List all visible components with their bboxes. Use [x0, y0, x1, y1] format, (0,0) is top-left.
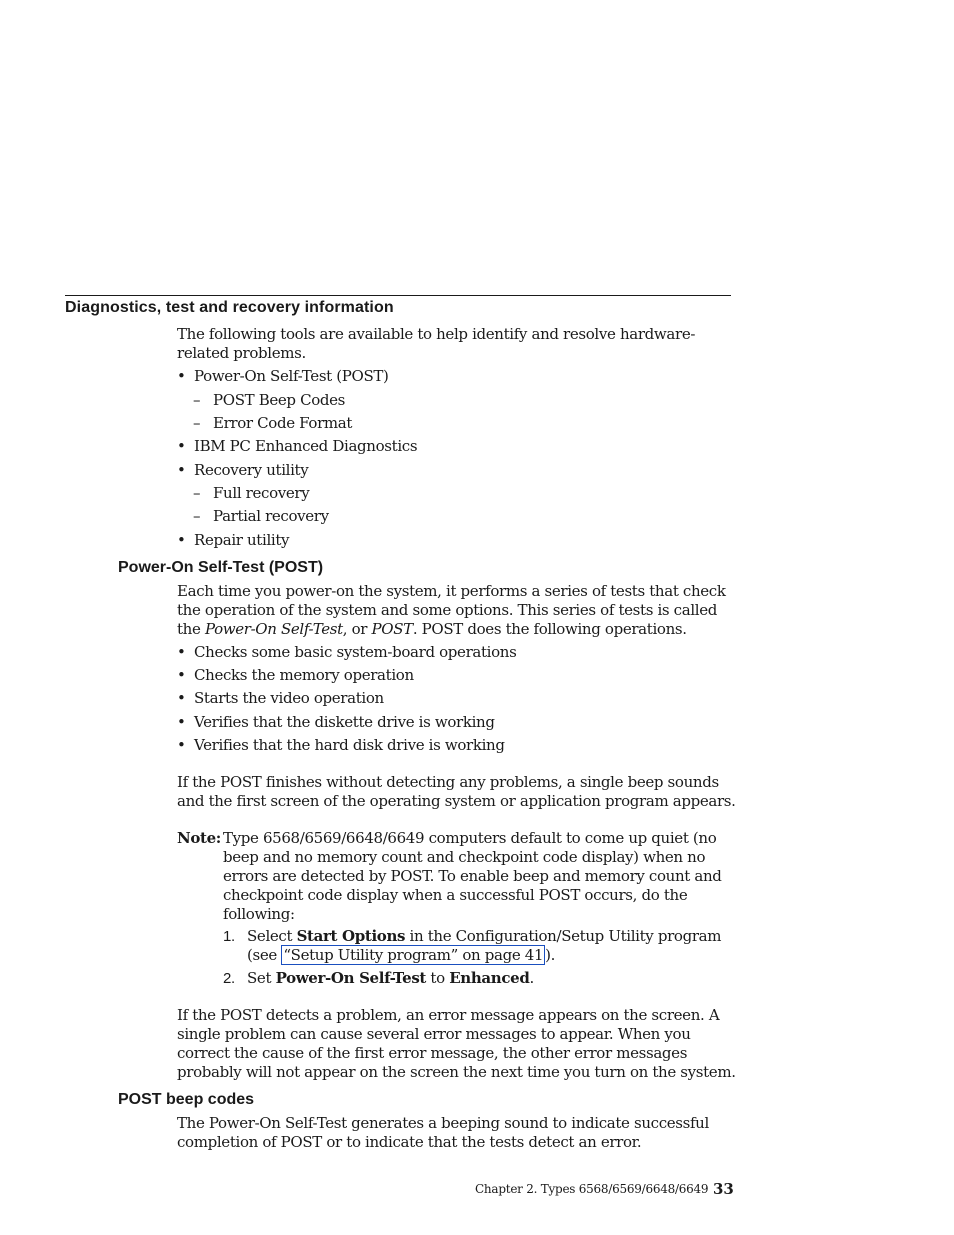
operation-item — [177, 689, 384, 708]
tool-label: Recovery utility — [194, 461, 309, 479]
bullet-icon: • — [177, 437, 186, 455]
note-body: Type 6568/6569/6648/6649 computers default to come up quiet (no beep and no memory count and checkpoint code display) when no errors are detected by POST. To enable beep and memory count and checkpoint code display when a successful POST occurs, do the following: — [223, 829, 722, 923]
dash-icon: – — [193, 414, 201, 432]
post-finish-paragraph: If the POST finishes without detecting any problems, a single beep sounds and the first screen of the operating system or application program appears. — [177, 773, 736, 810]
tool-item — [177, 367, 389, 386]
step-number: 2. — [223, 970, 235, 987]
step-text: Select Start Options in the Configuration/Setup Utility program (see “Setup Utility program” on page 41 ). — [247, 927, 722, 964]
tool-subitem — [193, 414, 352, 433]
post-heading: Power-On Self-Test (POST) — [118, 559, 324, 576]
tool-label: IBM PC Enhanced Diagnostics — [194, 437, 418, 455]
bullet-icon: • — [177, 367, 186, 385]
tool-sublabel: Full recovery — [213, 484, 310, 502]
setup-utility-link[interactable]: “Setup Utility program” on page 41 — [283, 946, 544, 964]
beep-codes-paragraph: The Power-On Self-Test generates a beeping sound to indicate successful completion of POST or to indicate that the tests detect an error. — [177, 1114, 709, 1151]
bullet-icon: • — [177, 461, 186, 479]
dash-icon: – — [193, 507, 201, 525]
operation-label: Verifies that the diskette drive is working — [194, 713, 495, 731]
tool-sublabel: Error Code Format — [213, 414, 353, 432]
page-number: 33 — [713, 1180, 734, 1198]
note-label: Note: — [177, 829, 221, 847]
tool-subitem — [193, 507, 329, 526]
tool-subitem — [193, 391, 345, 410]
bullet-icon: • — [177, 713, 186, 731]
section-heading: Diagnostics, test and recovery information — [65, 299, 394, 316]
tool-subitem — [193, 484, 309, 503]
start-options-term: Start Options — [296, 927, 406, 945]
tool-item — [177, 437, 417, 456]
bullet-icon: • — [177, 666, 186, 684]
operation-label: Verifies that the hard disk drive is working — [194, 736, 505, 754]
bullet-icon: • — [177, 689, 186, 707]
operation-item — [177, 643, 516, 662]
tool-sublabel: POST Beep Codes — [213, 391, 346, 409]
post-error-paragraph: If the POST detects a problem, an error message appears on the screen. A single problem can cause several error messages to appear. When you correct the cause of the first error message, the other error messages probably will not appear on the screen the next time you turn on the system. — [177, 1006, 736, 1081]
bullet-icon: • — [177, 736, 186, 754]
tool-sublabel: Partial recovery — [213, 507, 329, 525]
step-number: 1. — [223, 928, 235, 945]
post-intro-paragraph: Each time you power-on the system, it performs a series of tests that check the operation of the system and some options. This series of tests is called the Power-On Self-Test, or POST. POST does the following operations. — [177, 582, 726, 638]
tool-item — [177, 531, 289, 550]
intro-paragraph: The following tools are available to help identify and resolve hardware-related problems. — [177, 325, 696, 362]
dash-icon: – — [193, 391, 201, 409]
operation-item — [177, 666, 414, 685]
operation-item — [177, 713, 495, 732]
operation-item — [177, 736, 505, 755]
bullet-icon: • — [177, 531, 186, 549]
tool-item — [177, 461, 308, 480]
tool-label: Power-On Self-Test (POST) — [194, 367, 389, 385]
operation-label: Checks the memory operation — [194, 666, 414, 684]
step-text: Set Power-On Self-Test to Enhanced. — [247, 969, 534, 987]
footer-chapter: Chapter 2. Types 6568/6569/6648/6649 — [475, 1182, 709, 1196]
dash-icon: – — [193, 484, 201, 502]
operation-label: Checks some basic system-board operations — [194, 643, 517, 661]
post-setting-term: Power-On Self-Test — [275, 969, 427, 987]
bullet-icon: • — [177, 643, 186, 661]
tool-label: Repair utility — [194, 531, 290, 549]
enhanced-value-term: Enhanced — [449, 969, 530, 987]
post-term-italic: Power-On Self-Test — [204, 620, 343, 638]
section-rule — [65, 295, 731, 296]
post-abbrev-italic: POST — [371, 620, 413, 638]
beep-codes-heading: POST beep codes — [118, 1091, 255, 1108]
operation-label: Starts the video operation — [194, 689, 384, 707]
